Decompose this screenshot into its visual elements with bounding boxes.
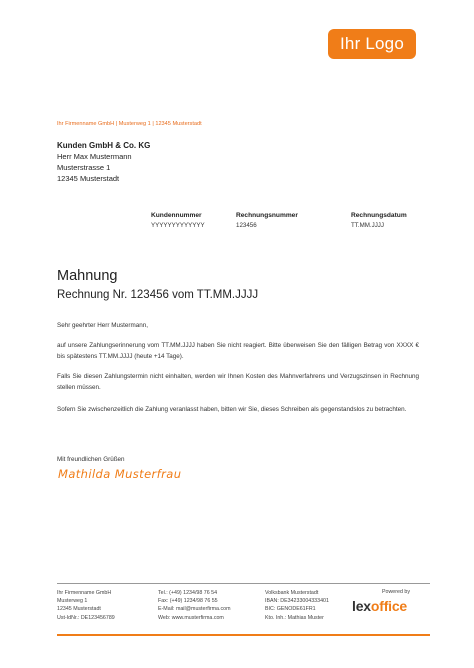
meta-invoice-date: [351, 211, 407, 231]
footer-contact-column: [158, 589, 230, 622]
footer-line: Kto. Inh.: Mathias Muster: [265, 614, 324, 621]
body-paragraph: Falls Sie diesen Zahlungstermin nicht einhalten, werden wir Ihnen Kosten des Mahnverfahrens und Verzugszinsen in Rechnung stellen müssen.: [57, 373, 419, 391]
salutation: Sehr geehrter Herr Mustermann,: [57, 322, 148, 329]
footer-divider: [57, 583, 430, 584]
footer-line: Musterweg 1: [57, 598, 88, 605]
meta-value: YYYYYYYYYYYYY: [151, 222, 205, 229]
meta-value: TT.MM.JJJJ: [351, 222, 384, 229]
footer-line: Ust-IdNr.: DE123456789: [57, 614, 115, 621]
footer-line: Ihr Firmenname GmbH: [57, 590, 112, 596]
footer-company-column: [57, 589, 115, 622]
document-title: Mahnung: [57, 268, 118, 284]
bottom-accent-rule: [57, 634, 430, 636]
footer-line: IBAN: DE34233004333401: [265, 598, 329, 605]
recipient-name: Herr Max Mustermann: [57, 152, 132, 161]
lexoffice-logo: [352, 598, 407, 614]
meta-invoice-number: [236, 211, 298, 231]
footer-line: Volksbank Musterstadt: [265, 590, 319, 596]
footer-line: Web: www.musterfirma.com: [158, 614, 224, 621]
brand-main: lex: [352, 598, 371, 614]
recipient-street: Musterstrasse 1: [57, 163, 111, 172]
meta-value: 123456: [236, 222, 257, 229]
footer-line: E-Mail: mail@musterfirma.com: [158, 606, 231, 613]
recipient-company: Kunden GmbH & Co. KG: [57, 141, 151, 150]
closing-greeting: Mit freundlichen Grüßen: [57, 456, 125, 463]
footer-line: 12345 Musterstadt: [57, 606, 101, 613]
footer-bank-column: [265, 589, 329, 622]
body-paragraph: auf unsere Zahlungserinnerung vom TT.MM.JJJJ haben Sie nicht reagiert. Bitte überweisen Sie den fälligen Betrag von XXXX € bis spätestens TT.MM.JJJJ (heute +14 Tage).: [57, 342, 419, 360]
logo-text: Ihr Logo: [340, 34, 404, 53]
footer-line: Tel.: (+49) 1234/98 76 54: [158, 590, 218, 596]
brand-accent: office: [370, 598, 408, 614]
sender-address-line: Ihr Firmenname GmbH | Musterweg 1 | 12345 Musterstadt: [57, 121, 202, 127]
signature: Mathilda Musterfrau: [58, 467, 182, 481]
footer-line: BIC: GENODE61FR1: [265, 606, 316, 613]
footer-line: Fax: (+49) 1234/98 76 55: [158, 598, 218, 605]
meta-label: Rechnungsdatum: [351, 212, 407, 219]
company-logo: [328, 29, 416, 59]
meta-label: Rechnungsnummer: [236, 212, 298, 219]
document-subtitle: Rechnung Nr. 123456 vom TT.MM.JJJJ: [57, 289, 259, 301]
meta-label: Kundennummer: [151, 212, 202, 219]
recipient-address-block: [57, 140, 150, 184]
meta-customer-number: [151, 211, 205, 231]
recipient-city: 12345 Musterstadt: [57, 174, 120, 183]
body-paragraph: Sofern Sie zwischenzeitlich die Zahlung veranlasst haben, bitten wir Sie, dieses Schreiben als gegenstandslos zu betrachten.: [57, 406, 407, 413]
powered-by-label: Powered by: [382, 589, 410, 595]
